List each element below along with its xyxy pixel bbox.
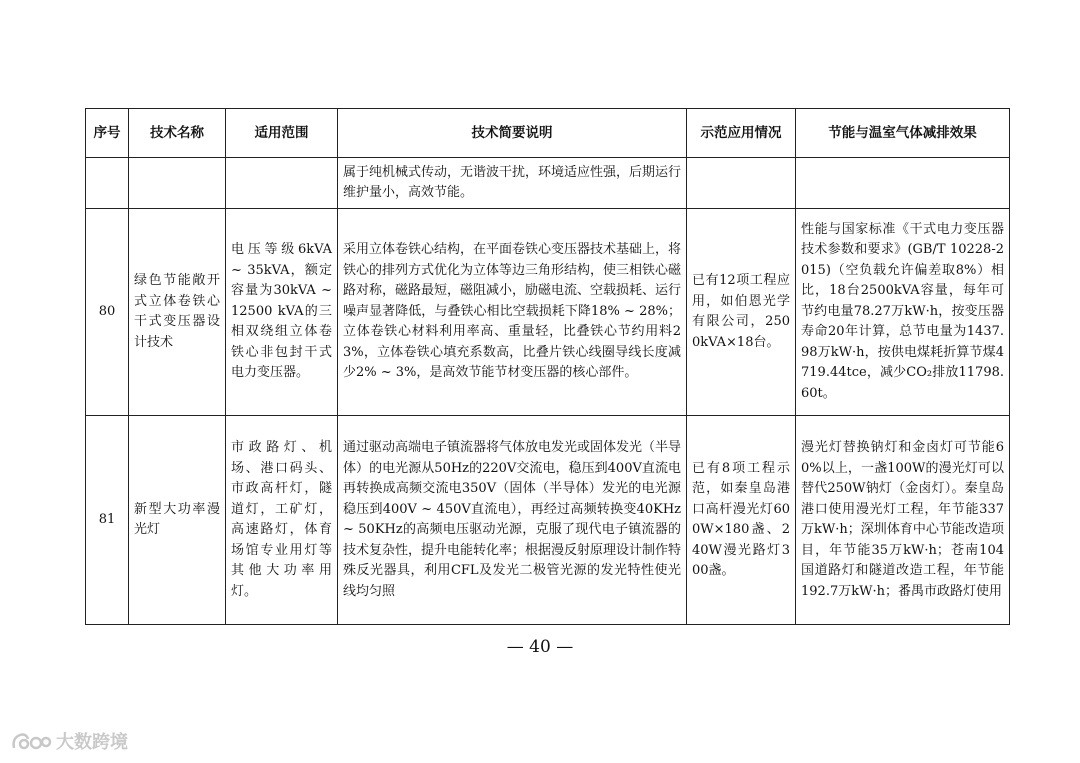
brand-logo-icon (10, 730, 52, 752)
row-effect: 漫光灯替换钠灯和金卤灯可节能60%以上，一盏100W的漫光灯可以替代250W钠灯（金卤灯）。秦皇岛港口使用漫光灯工程，年节能337万kW·h；深圳体育中心节能改造项目，年节能35万kW·h；苍南104国道路灯和隧道改造工程，年节能192.7万kW·h；番禺市政路灯使用 (796, 416, 1010, 625)
row-scope (226, 158, 338, 209)
row-demo (687, 158, 796, 209)
row-scope: 市政路灯、机场、港口码头、市政高杆灯，隧道灯，工矿灯，高速路灯，体育场馆专业用灯等其他大功率用灯。 (226, 416, 338, 625)
row-number: 81 (86, 416, 129, 625)
row-description: 采用立体卷铁心结构，在平面卷铁心变压器技术基础上，将铁心的排列方式优化为立体等边三角形结构，使三相铁心磁路对称，磁路最短，磁阻减小，励磁电流、空载损耗、运行噪声显著降低，与叠铁心相比空载损耗下降18% ~ 28%；立体卷铁心材料利用率高、重量轻，比叠铁心节约用料23%，立体卷铁心填充系数高，比叠片铁心线圈导线长度减少2% ~ 3%，是高效节能节材变压器的核心部件。 (338, 209, 687, 416)
header-tech-name: 技术名称 (129, 109, 226, 158)
header-scope: 适用范围 (226, 109, 338, 158)
row-tech-name: 新型大功率漫光灯 (129, 416, 226, 625)
row-number (86, 158, 129, 209)
row-scope: 电压等级6kVA ~ 35kVA，额定容量为30kVA ~ 12500 kVA的三相双绕组立体卷铁心非包封干式电力变压器。 (226, 209, 338, 416)
header-description: 技术简要说明 (338, 109, 687, 158)
row-tech-name: 绿色节能敞开式立体卷铁心干式变压器设计技术 (129, 209, 226, 416)
watermark (10, 728, 128, 754)
header-demo: 示范应用情况 (687, 109, 796, 158)
technology-table (85, 108, 1010, 625)
table-row (86, 158, 1010, 209)
row-description: 属于纯机械式传动，无谐波干扰，环境适应性强，后期运行维护量小，高效节能。 (338, 158, 687, 209)
page-number: — 40 — (506, 637, 574, 657)
watermark-text: 大数跨境 (56, 732, 128, 753)
row-effect: 性能与国家标准《干式电力变压器技术参数和要求》(GB/T 10228-2015)（空负载允许偏差取8%）相比，18台2500kVA容量，每年可节约电量78.27万kW·h，按变压器寿命20年计算，总节电量为1437.98万kW·h，按供电煤耗折算节煤4719.44tce，减少CO₂排放11798.60t。 (796, 209, 1010, 416)
header-effect: 节能与温室气体减排效果 (796, 109, 1010, 158)
row-demo: 已有8项工程示范，如秦皇岛港口高杆漫光灯600W×180盏、240W漫光路灯300盏。 (687, 416, 796, 625)
table-header-row (86, 109, 1010, 158)
row-tech-name (129, 158, 226, 209)
row-effect (796, 158, 1010, 209)
row-description: 通过驱动高端电子镇流器将气体放电发光或固体发光（半导体）的电光源从50Hz的220V交流电，稳压到400V直流电再转换成高频交流电350V（固体（半导体）发光的电光源稳压到400V ~ 450V直流电），再经过高频转换变40KHz ~ 50KHz的高频电压驱动光源，克服了现代电子镇流器的技术复杂性，提升电能转化率；根据漫反射原理设计制作特殊反光器具，利用CFL及发光二极管光源的发光特性使光线均匀照 (338, 416, 687, 625)
row-demo: 已有12项工程应用，如伯恩光学有限公司，2500kVA×18台。 (687, 209, 796, 416)
table-row (86, 209, 1010, 416)
table-row (86, 416, 1010, 625)
header-number: 序号 (86, 109, 129, 158)
row-number: 80 (86, 209, 129, 416)
